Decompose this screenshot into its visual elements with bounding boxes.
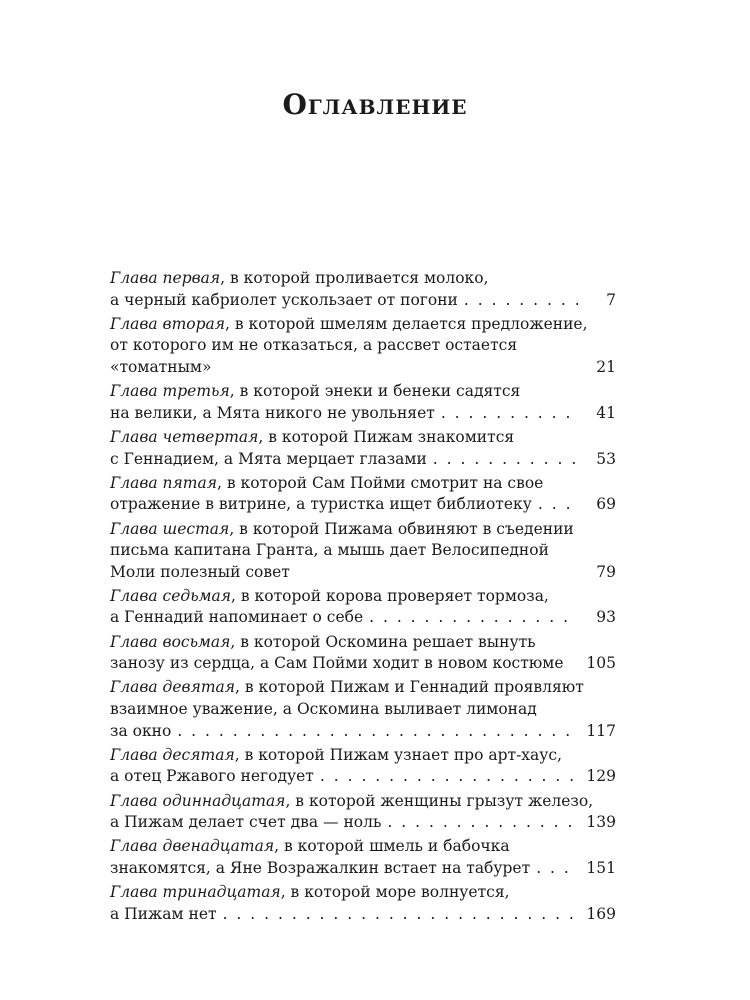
chapter-description: , в которой Сам Пойми смотрит на свое: [217, 473, 544, 492]
dot-leader: [320, 766, 578, 788]
page-number: 79: [596, 562, 616, 581]
chapter-name: Глава пятая: [110, 473, 218, 492]
chapter-description: , в которой проливается молоко,: [220, 269, 489, 287]
toc-entry-line: [110, 882, 616, 904]
chapter-name: Глава четвертая: [110, 427, 259, 446]
toc-entry-last-line: [110, 494, 616, 516]
page-number: 105: [586, 654, 616, 673]
chapter-description: занозу из сердца, а Сам Пойми ходит в новом костюме: [110, 654, 564, 673]
chapter-description: «томатным»: [110, 357, 212, 376]
toc-entry-line: [110, 519, 616, 541]
toc-entry-line: [110, 540, 616, 562]
toc-entry-line: [110, 586, 616, 608]
chapter-description: , в которой энеки и бенеки садятся: [229, 382, 521, 401]
chapter-name: Глава тринадцатая: [110, 883, 281, 902]
toc-entry: [110, 632, 616, 675]
toc-entry: [110, 677, 616, 742]
chapter-description: а Пижам делает счет два — ноль: [110, 813, 382, 832]
chapter-description: за окно: [110, 721, 172, 740]
chapter-name: Глава одиннадцатая: [110, 791, 286, 810]
chapter-description: с Геннадием, а Мята мерцает глазами: [110, 449, 427, 468]
toc-entry-last-line: [110, 290, 616, 312]
toc-entry: [110, 836, 616, 879]
page-number: 93: [596, 608, 616, 627]
page-number: 151: [586, 858, 616, 877]
chapter-name: Глава девятая: [110, 678, 236, 697]
chapter-description: , в которой женщины грызут железо,: [285, 791, 594, 810]
chapter-description: , в которой море волнуется,: [280, 883, 510, 902]
chapter-description: письма капитана Гранта, а мышь дает Велосипедной: [110, 541, 549, 560]
toc-entry-line: [110, 314, 616, 336]
toc-entry-line: [110, 677, 616, 699]
chapter-description: на велики, а Мята никого не увольняет: [110, 403, 435, 422]
chapter-description: а черный кабриолет ускользает от погони: [110, 290, 458, 309]
chapter-description: , в которой корова проверяет тормоза,: [231, 586, 549, 605]
chapter-description: , в которой Пижам и Геннадий проявляют: [235, 678, 584, 697]
toc-entry-line: [110, 381, 616, 403]
chapter-name: Глава двенадцатая: [110, 837, 275, 856]
chapter-description: , в которой Пижам узнает про арт-хаус,: [234, 745, 563, 764]
chapter-description: а Геннадий напоминает о себе: [110, 608, 364, 627]
dot-leader: [223, 904, 578, 926]
page-number: 139: [586, 813, 616, 832]
toc-entry-last-line: [110, 858, 616, 880]
chapter-name: Глава третья: [110, 382, 230, 401]
page-number: 169: [586, 904, 616, 923]
toc-entry-line: [110, 836, 616, 858]
dot-leader: [464, 290, 578, 312]
page-number: 117: [586, 721, 616, 740]
page-number: 129: [586, 767, 616, 786]
toc-entry-last-line: [110, 607, 616, 629]
toc-entry-last-line: [110, 904, 616, 926]
toc-entry: [110, 314, 616, 379]
chapter-description: отражение в витрине, а туристка ищет библиотеку: [110, 495, 532, 514]
chapter-description: а Пижам нет: [110, 904, 217, 923]
chapter-name: Глава первая: [110, 269, 221, 287]
page-title: Оглавление: [282, 88, 468, 121]
dot-leader: [387, 812, 578, 834]
toc-entry-last-line: [110, 766, 616, 788]
chapter-description: а отец Ржавого негодует: [110, 767, 314, 786]
toc-entry-line: [110, 699, 616, 721]
chapter-name: Глава шестая: [110, 519, 230, 538]
toc-entry-last-line: [110, 403, 616, 425]
dot-leader: [433, 449, 578, 471]
chapter-description: знакомятся, а Яне Возражалкин встает на табурет: [110, 858, 531, 877]
toc-entry: [110, 268, 616, 311]
chapter-description: , в которой шмелям делается предложение,: [225, 314, 588, 333]
toc-entry: [110, 745, 616, 788]
chapter-description: взаимное уважение, а Оскомина выливает лимонад: [110, 700, 537, 719]
toc-entry-line: [110, 632, 616, 654]
dot-leader: [536, 858, 578, 880]
dot-leader: [177, 721, 578, 743]
toc-entry-last-line: [110, 653, 616, 675]
chapter-description: , в которой Пижам знакомится: [258, 427, 515, 446]
toc-entry: [110, 586, 616, 629]
toc-entry: [110, 882, 616, 925]
toc-entry-last-line: [110, 812, 616, 834]
toc-entry-last-line: [110, 562, 616, 584]
chapter-description: Моли полезный совет: [110, 562, 290, 581]
toc-entry: [110, 791, 616, 834]
dot-leader: [538, 494, 578, 516]
toc-entry: [110, 519, 616, 584]
chapter-name: Глава седьмая: [110, 586, 232, 605]
dot-leader: [441, 403, 578, 425]
page-number: 53: [596, 449, 616, 468]
chapter-description: , в которой шмель и бабочка: [274, 837, 510, 856]
toc-entry-line: [110, 745, 616, 767]
page-number: 41: [596, 403, 616, 422]
chapter-description: , в которой Оскомина решает вынуть: [230, 632, 536, 651]
page-number: 69: [596, 495, 616, 514]
dot-leader: [369, 607, 578, 629]
chapter-name: Глава десятая: [110, 745, 235, 764]
toc-entry-line: [110, 427, 616, 449]
page-number: 21: [596, 357, 616, 376]
chapter-description: , в которой Пижама обвиняют в съедении: [229, 519, 574, 538]
table-of-contents: [110, 268, 616, 925]
toc-entry-line: [110, 473, 616, 495]
toc-entry: [110, 381, 616, 424]
toc-entry-line: [110, 268, 616, 290]
toc-entry-line: [110, 791, 616, 813]
toc-entry: [110, 427, 616, 470]
toc-entry-last-line: [110, 449, 616, 471]
chapter-name: Глава восьмая: [110, 632, 231, 651]
toc-entry-last-line: [110, 721, 616, 743]
toc-entry: [110, 473, 616, 516]
chapter-name: Глава вторая: [110, 314, 226, 333]
chapter-description: от которого им не отказаться, а рассвет остается: [110, 336, 518, 355]
toc-entry-line: [110, 335, 616, 357]
toc-entry-last-line: [110, 357, 616, 379]
page-number: 7: [606, 290, 616, 309]
